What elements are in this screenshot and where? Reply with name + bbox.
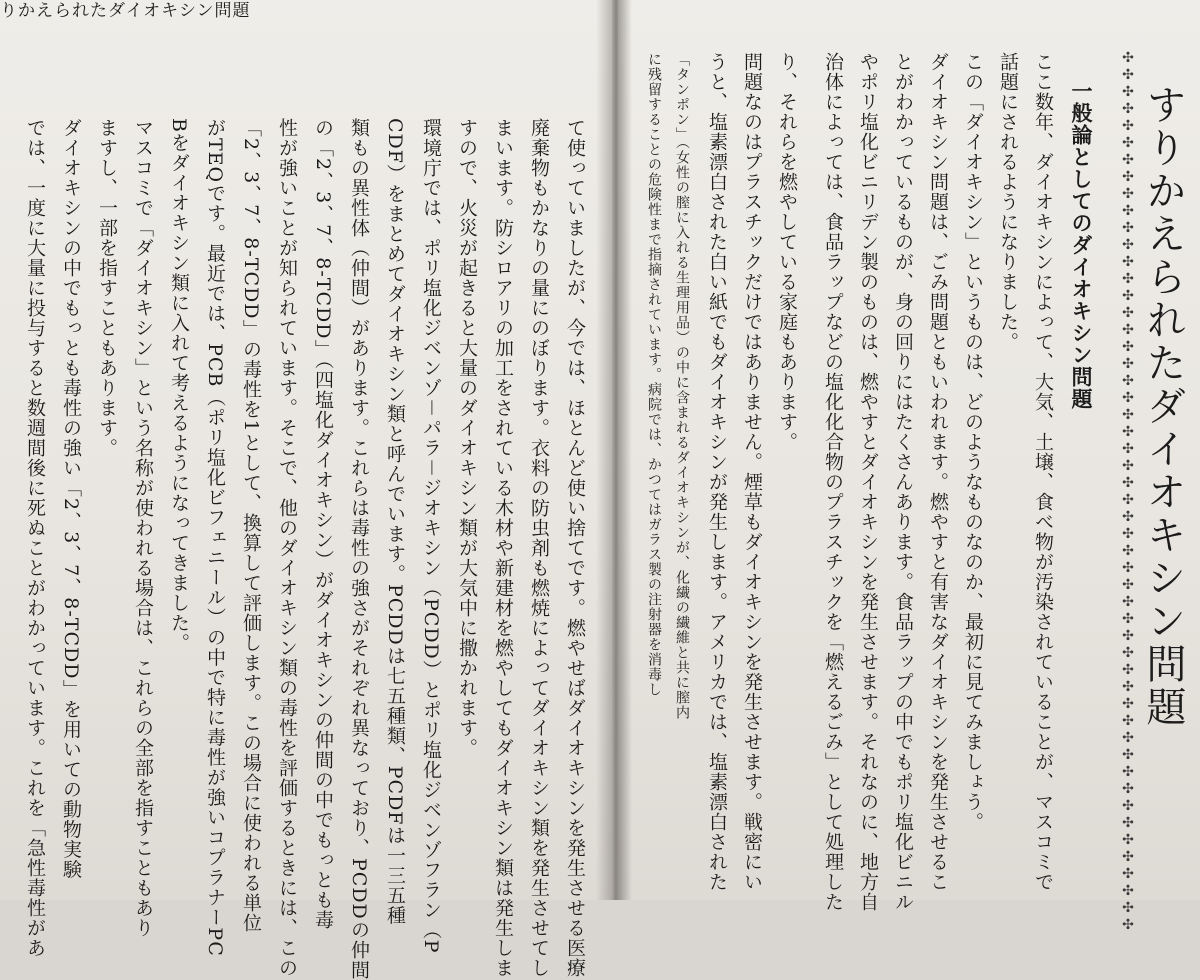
right-column: 問題なのはプラスチックだけではありません。煙草もダイオキシンを発生させます。戦密にい xyxy=(741,52,763,892)
left-column: ますし、一部を指すこともあります。 xyxy=(96,118,118,458)
right-column: ここ数年、ダイオキシンによって、大気、土壌、食べ物が汚染されていることが、マスコミで xyxy=(1032,52,1054,892)
left-column: の「2、3、7、8-TCDD」（四塩化ダイオキシン）がダイオキシンの仲間の中でもっとも毒 xyxy=(312,118,334,930)
left-column: 廃棄物もかなりの量にのぼります。衣料の防虫剤も燃焼によってダイオキシン類を発生させてし xyxy=(528,118,550,978)
left-column: Bをダイオキシン類に入れて考えるようになってきました。 xyxy=(168,118,190,653)
right-column: り、それらを燃やしている家庭もあります。 xyxy=(776,52,798,452)
note-column: に残留することの危険性まで指摘されています。病院では、かつてはガラス製の注射器を消毒し xyxy=(646,52,662,697)
running-head: りかえられたダイオキシン問題 xyxy=(0,1,251,21)
right-column: 話題にされるようになりました。 xyxy=(997,52,1019,352)
right-column: ダイオキシン問題は、ごみ問題ともいわれます。燃やすと有害なダイオキシンを発生させるこ xyxy=(927,52,949,892)
chapter-title: すりかえられたダイオキシン問題 xyxy=(1140,84,1186,729)
left-column: では、一度に大量に投与すると数週間後に死ぬことがわかっています。これを「急性毒性があ xyxy=(24,118,46,958)
left-column: 性が強いことが知られています。そこで、他のダイオキシン類の毒性を評価するときには、この xyxy=(276,118,298,978)
left-column: マスコミで「ダイオキシン」という名称が使われる場合は、これらの全部を指すこともあり xyxy=(132,118,154,938)
left-column: ダイオキシンの中でもっとも毒性の強い「2、3、7、8-TCDD」を用いての動物実験 xyxy=(60,118,82,880)
book-gutter xyxy=(596,0,632,900)
right-column: 治体によっては、食品ラップなどの塩化化合物のプラスチックを「燃えるごみ」として処理した xyxy=(822,52,844,912)
left-column: がTEQです。最近では、PCB（ポリ塩化ビフェニール）の中で特に毒性が強いコプラナーPC xyxy=(204,118,226,957)
left-column: 「2、3、7、8-TCDD」の毒性を1として、換算して評価します。この場合に使われる単位 xyxy=(240,118,262,933)
left-column: 環境庁では、ポリ塩化ジベンゾ－パラ－ジオキシン（PCDD）とポリ塩化ジベンゾフラン（P xyxy=(420,118,442,954)
note-column: 「タンポン」（女性の膣に入れる生理用品）の中に含まれるダイオキシンが、化繊の繊維と共に膣内 xyxy=(674,52,690,720)
left-column: まいます。防シロアリの加工をされている木材や新建材を燃やしてもダイオキシン類は発生しま xyxy=(492,118,514,978)
ornamental-divider: ✣ ✣ ✣ ✣ ✣ ✣ ✣ ✣ ✣ ✣ ✣ ✣ ✣ ✣ ✣ ✣ ✣ ✣ ✣ ✣ ✣ ✣ ✣ ✣ ✣ ✣ ✣ ✣ ✣ ✣ ✣ ✣ ✣ ✣ ✣ ✣ ✣ ✣ ✣ ✣ ✣ ✣ ✣ ✣ ✣ ✣ ✣ ✣ ✣ ✣ ✣ ✣ xyxy=(1122,50,1134,933)
left-column: すので、火災が起きると大量のダイオキシン類が大気中に撒かれます。 xyxy=(456,118,478,758)
section-heading: 一般論としてのダイオキシン問題 xyxy=(1069,80,1093,410)
left-column: 類もの異性体（仲間）があります。これらは毒性の強さがそれぞれ異なっており、PCDDの仲間 xyxy=(348,118,370,980)
right-column: この「ダイオキシン」というものは、どのようなものなのか、最初に見てみましょう。 xyxy=(962,52,984,832)
right-column: やポリ塩化ビニリデン製のものは、燃やすとダイオキシンを発生させます。それなのに、地方自 xyxy=(857,52,879,912)
left-column: て使っていましたが、今では、ほとんど使い捨てです。燃やせばダイオキシンを発生させる医療 xyxy=(564,118,586,978)
right-column: うと、塩素漂白された白い紙でもダイオキシンが発生します。アメリカでは、塩素漂白された xyxy=(706,52,728,892)
left-column: CDF）をまとめてダイオキシン類と呼んでいます。PCDDは七五種類、PCDFは一三五種 xyxy=(384,118,406,926)
right-column: とがわかっているものが、身の回りにはたくさんあります。食品ラップの中でもポリ塩化ビニル xyxy=(892,52,914,912)
